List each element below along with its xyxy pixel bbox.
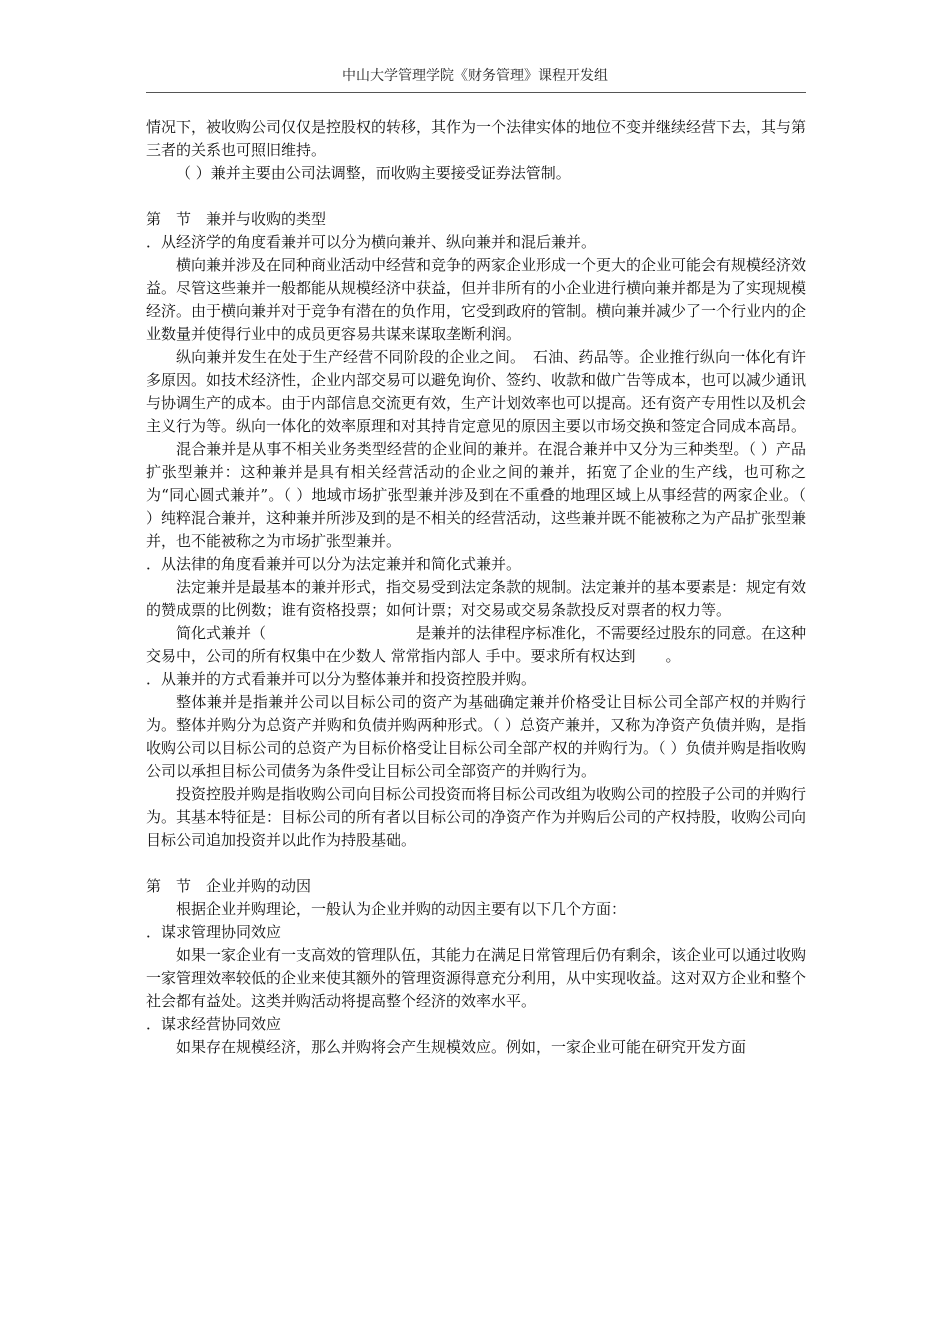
- paragraph: 情况下，被收购公司仅仅是控股权的转移，其作为一个法律实体的地位不变并继续经营下去，其与第三者的关系也可照旧维持。: [146, 118, 807, 159]
- paragraph: 横向兼并涉及在同种商业活动中经营和竞争的两家企业形成一个更大的企业可能会有规模经济效益。尽管这些兼并一般都能从规模经济中获益，但并非所有的小企业进行横向兼并都是为了实现规模经济。由于横向兼并对于竞争有潜在的负作用，它受到政府的管制。横向兼并减少了一个行业内的企业数量并使得行业中的成员更容易共谋来谋取垄断利润。: [146, 256, 807, 343]
- paragraph: 投资控股并购是指收购公司向目标公司投资而将目标公司改组为收购公司的控股子公司的并购行为。其基本特征是：目标公司的所有者以目标公司的净资产作为并购后公司的产权持股，收购公司向目标公司追加投资并以此作为持股基础。: [146, 785, 807, 849]
- section-heading: 第 节 企业并购的动因: [146, 877, 312, 895]
- paragraph: 法定兼并是最基本的兼并形式，指交易受到法定条款的规制。法定兼并的基本要素是：规定有效的赞成票的比例数；谁有资格投票；如何计票；对交易或交易条款投反对票者的权力等。: [146, 578, 807, 619]
- blank-line: [146, 185, 806, 208]
- list-item: ．从兼并的方式看兼并可以分为整体兼并和投资控股并购。: [146, 670, 537, 688]
- paragraph: 整体兼并是指兼并公司以目标公司的资产为基础确定兼并价格受让目标公司全部产权的并购行为。整体并购分为总资产并购和负债并购两种形式。（ ）总资产兼并，又称为净资产负债并购，是指收购公司以目标公司的总资产为目标价格受让目标公司全部产权的并购行为。（ ）负债并购是指收购公司以承担目标公司债务为条件受让目标公司全部资产的并购行为。: [146, 693, 806, 780]
- document-body: [146, 116, 806, 1059]
- paragraph: 混合兼并是从事不相关业务类型经营的企业间的兼并。在混合兼并中又分为三种类型。（ ）产品扩张型兼并：这种兼并是具有相关经营活动的企业之间的兼并，拓宽了企业的生产线，也可称之为“同心圆式兼并”。（ ）地域市场扩张型兼并涉及到在不重叠的地理区域上从事经营的两家企业。（ ）纯粹混合兼并，这种兼并所涉及到的是不相关的经营活动，这些兼并既不能被称之为产品扩张型兼并，也不能被称之为市场扩张型兼并。: [146, 440, 807, 550]
- list-item: ．谋求经营协同效应: [146, 1015, 282, 1033]
- section-heading: 第 节 兼并与收购的类型: [146, 210, 327, 228]
- page-header: 中山大学管理学院《财务管理》课程开发组: [342, 68, 608, 84]
- paragraph: 纵向兼并发生在处于生产经营不同阶段的企业之间。 石油、药品等。企业推行纵向一体化有许多原因。如技术经济性，企业内部交易可以避免询价、签约、收款和做广告等成本，也可以减少通讯与协调生产的成本。由于内部信息交流更有效，生产计划效率也可以提高。还有资产专用性以及机会主义行为等。纵向一体化的效率原理和对其持肯定意见的原因主要以市场交换和签定合同成本高昂。: [146, 348, 807, 435]
- paragraph: 如果存在规模经济，那么并购将会产生规模效应。例如，一家企业可能在研究开发方面: [176, 1038, 747, 1056]
- paragraph: （ ）兼并主要由公司法调整，而收购主要接受证券法管制。: [176, 164, 571, 182]
- paragraph: 简化式兼并（ 是兼并的法律程序标准化，不需要经过股东的同意。在这种交易中，公司的所有权集中在少数人 常常指内部人 手中。要求所有权达到 。: [146, 624, 807, 665]
- list-item: ．谋求管理协同效应: [146, 923, 282, 941]
- list-item: ．从经济学的角度看兼并可以分为横向兼并、纵向兼并和混后兼并。: [146, 233, 597, 251]
- header-rule: [146, 92, 806, 93]
- list-item: ．从法律的角度看兼并可以分为法定兼并和简化式兼并。: [146, 555, 522, 573]
- paragraph: 根据企业并购理论，一般认为企业并购的动因主要有以下几个方面：: [176, 900, 627, 918]
- paragraph: 如果一家企业有一支高效的管理队伍，其能力在满足日常管理后仍有剩余，该企业可以通过收购一家管理效率较低的企业来使其额外的管理资源得意充分利用，从中实现收益。这对双方企业和整个社会都有益处。这类并购活动将提高整个经济的效率水平。: [146, 946, 807, 1010]
- blank-line: [146, 852, 806, 875]
